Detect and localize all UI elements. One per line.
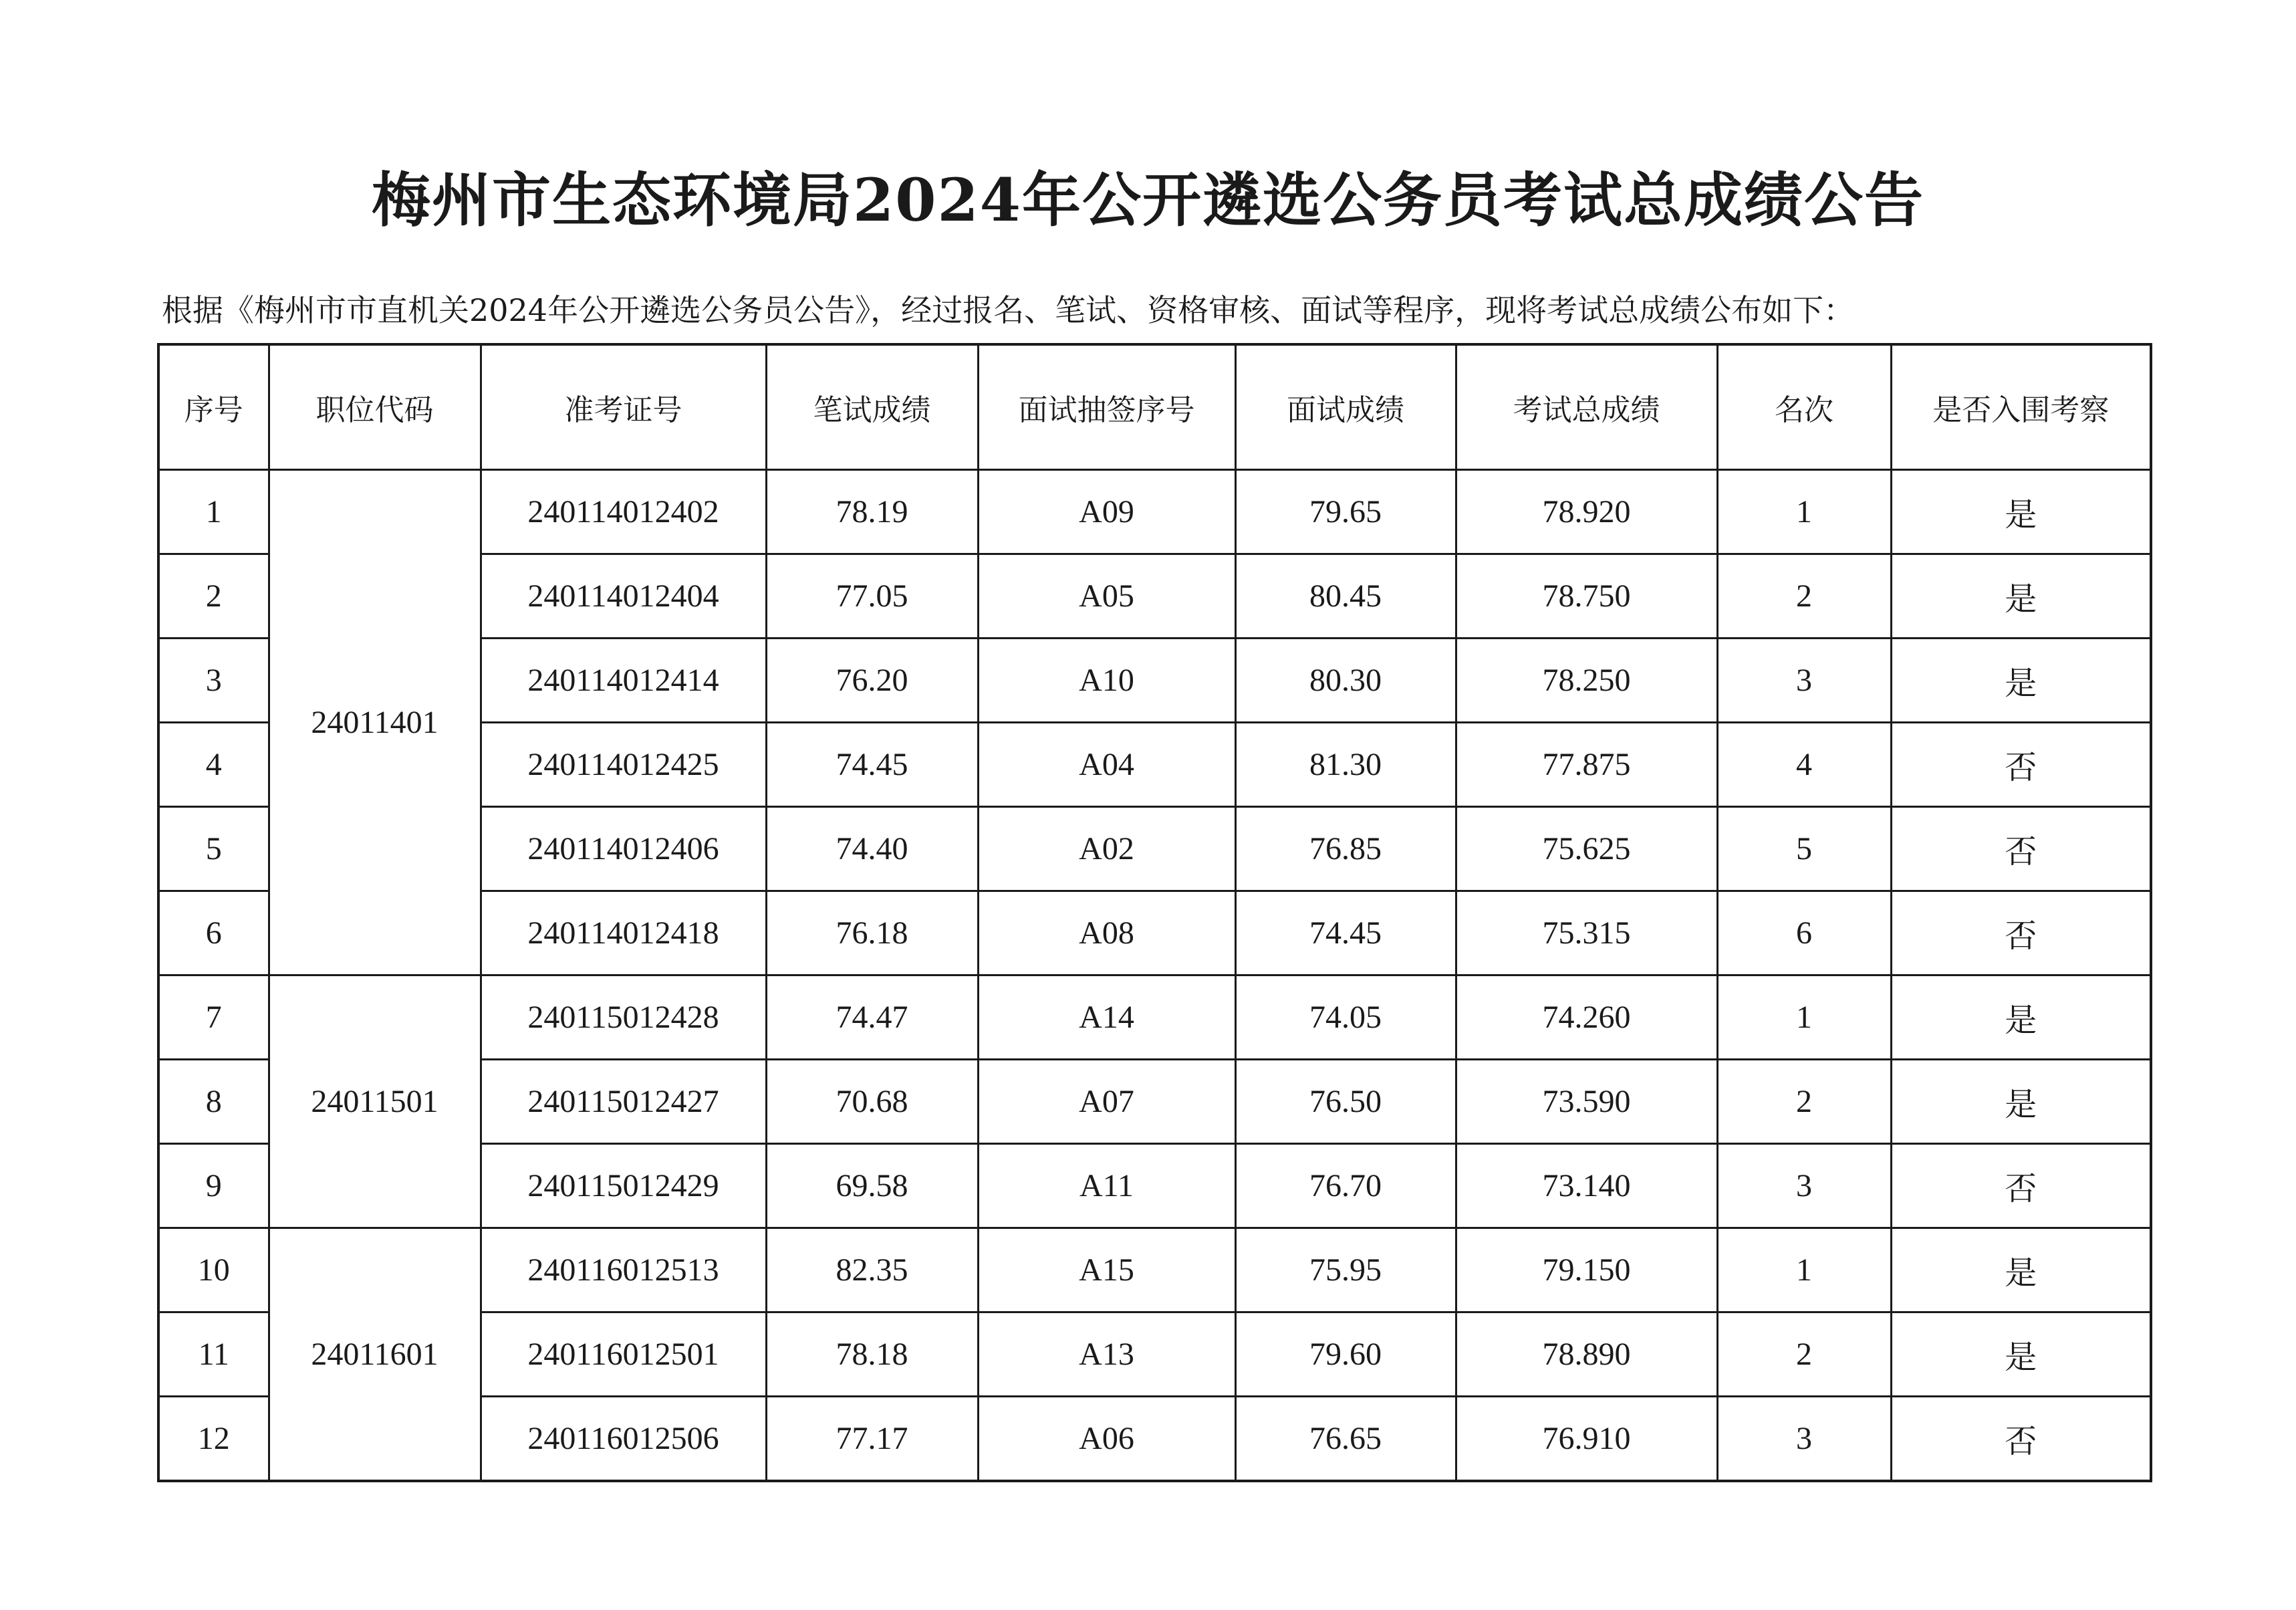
cell-rank: 6 bbox=[1717, 891, 1891, 975]
cell-ticket-number: 240114012418 bbox=[481, 891, 766, 975]
cell-written-score: 78.18 bbox=[766, 1312, 978, 1397]
cell-written-score: 69.58 bbox=[766, 1144, 978, 1228]
cell-interview-score: 74.45 bbox=[1235, 891, 1456, 975]
cell-ticket-number: 240114012414 bbox=[481, 639, 766, 723]
cell-written-score: 76.18 bbox=[766, 891, 978, 975]
cell-total-score: 77.875 bbox=[1456, 723, 1717, 807]
cell-total-score: 73.590 bbox=[1456, 1060, 1717, 1144]
cell-rank: 1 bbox=[1717, 1228, 1891, 1312]
cell-draw-number: A13 bbox=[978, 1312, 1235, 1397]
cell-shortlisted: 是 bbox=[1891, 1060, 2151, 1144]
cell-rank: 3 bbox=[1717, 1144, 1891, 1228]
cell-written-score: 74.47 bbox=[766, 975, 978, 1060]
cell-interview-score: 76.70 bbox=[1235, 1144, 1456, 1228]
cell-rank: 5 bbox=[1717, 807, 1891, 891]
cell-shortlisted: 是 bbox=[1891, 1312, 2151, 1397]
cell-rank: 3 bbox=[1717, 1397, 1891, 1482]
cell-shortlisted: 否 bbox=[1891, 807, 2151, 891]
cell-total-score: 75.315 bbox=[1456, 891, 1717, 975]
cell-interview-score: 74.05 bbox=[1235, 975, 1456, 1060]
cell-shortlisted: 否 bbox=[1891, 1397, 2151, 1482]
header-interview-score: 面试成绩 bbox=[1235, 344, 1456, 470]
cell-draw-number: A14 bbox=[978, 975, 1235, 1060]
cell-draw-number: A09 bbox=[978, 470, 1235, 554]
cell-serial: 8 bbox=[158, 1060, 269, 1144]
cell-written-score: 77.17 bbox=[766, 1397, 978, 1482]
cell-serial: 1 bbox=[158, 470, 269, 554]
header-ticket-number: 准考证号 bbox=[481, 344, 766, 470]
cell-shortlisted: 否 bbox=[1891, 723, 2151, 807]
header-shortlisted: 是否入围考察 bbox=[1891, 344, 2151, 470]
cell-total-score: 79.150 bbox=[1456, 1228, 1717, 1312]
table-row bbox=[158, 1228, 2151, 1312]
cell-draw-number: A05 bbox=[978, 554, 1235, 639]
cell-draw-number: A07 bbox=[978, 1060, 1235, 1144]
cell-ticket-number: 240114012406 bbox=[481, 807, 766, 891]
cell-written-score: 78.19 bbox=[766, 470, 978, 554]
cell-rank: 2 bbox=[1717, 554, 1891, 639]
cell-rank: 2 bbox=[1717, 1312, 1891, 1397]
cell-interview-score: 76.85 bbox=[1235, 807, 1456, 891]
header-rank: 名次 bbox=[1717, 344, 1891, 470]
table-row bbox=[158, 975, 2151, 1060]
cell-ticket-number: 240114012402 bbox=[481, 470, 766, 554]
cell-written-score: 74.40 bbox=[766, 807, 978, 891]
cell-total-score: 78.250 bbox=[1456, 639, 1717, 723]
cell-written-score: 70.68 bbox=[766, 1060, 978, 1144]
cell-serial: 4 bbox=[158, 723, 269, 807]
cell-shortlisted: 是 bbox=[1891, 554, 2151, 639]
cell-ticket-number: 240114012425 bbox=[481, 723, 766, 807]
cell-written-score: 74.45 bbox=[766, 723, 978, 807]
cell-ticket-number: 240115012427 bbox=[481, 1060, 766, 1144]
intro-text: 根据《梅州市市直机关2024年公开遴选公务员公告》，经过报名、笔试、资格审核、面试等程序，现将考试总成绩公布如下： bbox=[162, 292, 1855, 328]
cell-serial: 5 bbox=[158, 807, 269, 891]
cell-draw-number: A06 bbox=[978, 1397, 1235, 1482]
cell-ticket-number: 240116012506 bbox=[481, 1397, 766, 1482]
cell-rank: 1 bbox=[1717, 975, 1891, 1060]
cell-interview-score: 76.65 bbox=[1235, 1397, 1456, 1482]
cell-draw-number: A08 bbox=[978, 891, 1235, 975]
header-draw-number: 面试抽签序号 bbox=[978, 344, 1235, 470]
cell-serial: 9 bbox=[158, 1144, 269, 1228]
cell-total-score: 74.260 bbox=[1456, 975, 1717, 1060]
cell-serial: 11 bbox=[158, 1312, 269, 1397]
cell-shortlisted: 是 bbox=[1891, 470, 2151, 554]
cell-interview-score: 79.60 bbox=[1235, 1312, 1456, 1397]
cell-draw-number: A11 bbox=[978, 1144, 1235, 1228]
cell-serial: 7 bbox=[158, 975, 269, 1060]
cell-ticket-number: 240115012429 bbox=[481, 1144, 766, 1228]
cell-total-score: 78.920 bbox=[1456, 470, 1717, 554]
cell-position-code: 24011401 bbox=[269, 470, 481, 975]
cell-written-score: 77.05 bbox=[766, 554, 978, 639]
cell-position-code: 24011601 bbox=[269, 1228, 481, 1482]
cell-shortlisted: 否 bbox=[1891, 1144, 2151, 1228]
cell-serial: 2 bbox=[158, 554, 269, 639]
cell-interview-score: 76.50 bbox=[1235, 1060, 1456, 1144]
cell-serial: 10 bbox=[158, 1228, 269, 1312]
cell-draw-number: A10 bbox=[978, 639, 1235, 723]
cell-total-score: 78.750 bbox=[1456, 554, 1717, 639]
header-row bbox=[158, 344, 2151, 470]
header-written-score: 笔试成绩 bbox=[766, 344, 978, 470]
cell-total-score: 78.890 bbox=[1456, 1312, 1717, 1397]
cell-total-score: 76.910 bbox=[1456, 1397, 1717, 1482]
cell-shortlisted: 是 bbox=[1891, 639, 2151, 723]
cell-draw-number: A02 bbox=[978, 807, 1235, 891]
cell-serial: 12 bbox=[158, 1397, 269, 1482]
cell-shortlisted: 是 bbox=[1891, 1228, 2151, 1312]
cell-rank: 3 bbox=[1717, 639, 1891, 723]
cell-serial: 3 bbox=[158, 639, 269, 723]
cell-interview-score: 79.65 bbox=[1235, 470, 1456, 554]
cell-interview-score: 75.95 bbox=[1235, 1228, 1456, 1312]
cell-ticket-number: 240114012404 bbox=[481, 554, 766, 639]
cell-interview-score: 80.30 bbox=[1235, 639, 1456, 723]
cell-rank: 1 bbox=[1717, 470, 1891, 554]
cell-total-score: 73.140 bbox=[1456, 1144, 1717, 1228]
header-serial: 序号 bbox=[158, 344, 269, 470]
header-position-code: 职位代码 bbox=[269, 344, 481, 470]
cell-draw-number: A15 bbox=[978, 1228, 1235, 1312]
cell-total-score: 75.625 bbox=[1456, 807, 1717, 891]
cell-rank: 2 bbox=[1717, 1060, 1891, 1144]
cell-ticket-number: 240116012513 bbox=[481, 1228, 766, 1312]
cell-interview-score: 80.45 bbox=[1235, 554, 1456, 639]
cell-position-code: 24011501 bbox=[269, 975, 481, 1228]
cell-interview-score: 81.30 bbox=[1235, 723, 1456, 807]
page-title: 梅州市生态环境局2024年公开遴选公务员考试总成绩公告 bbox=[372, 165, 1924, 235]
cell-written-score: 76.20 bbox=[766, 639, 978, 723]
cell-ticket-number: 240116012501 bbox=[481, 1312, 766, 1397]
cell-rank: 4 bbox=[1717, 723, 1891, 807]
cell-shortlisted: 否 bbox=[1891, 891, 2151, 975]
cell-serial: 6 bbox=[158, 891, 269, 975]
cell-shortlisted: 是 bbox=[1891, 975, 2151, 1060]
scores-table bbox=[157, 343, 2152, 1482]
cell-ticket-number: 240115012428 bbox=[481, 975, 766, 1060]
header-total-score: 考试总成绩 bbox=[1456, 344, 1717, 470]
cell-draw-number: A04 bbox=[978, 723, 1235, 807]
table-row bbox=[158, 470, 2151, 554]
cell-written-score: 82.35 bbox=[766, 1228, 978, 1312]
